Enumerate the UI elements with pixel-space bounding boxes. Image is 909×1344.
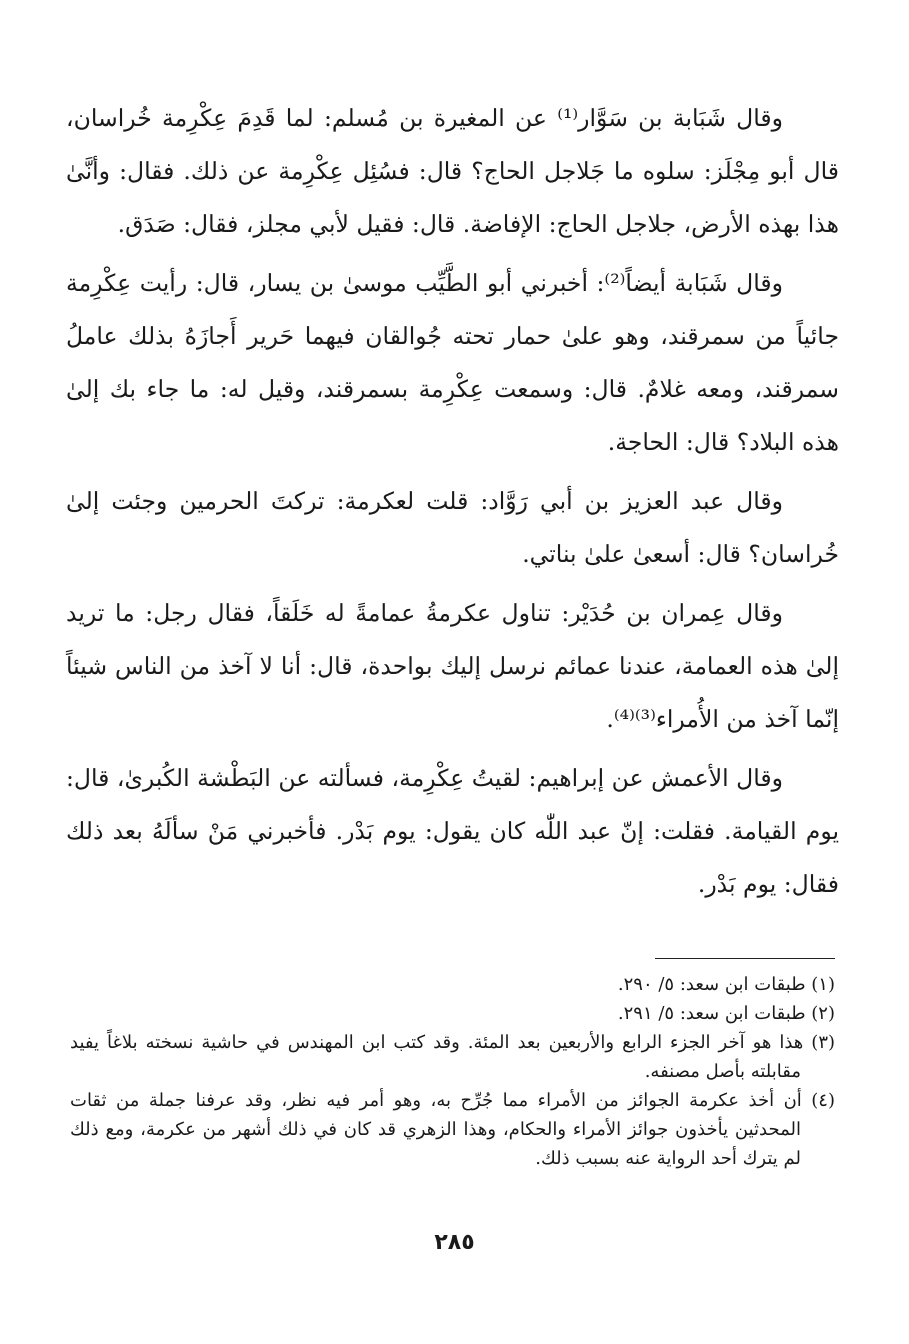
footnote: (١) طبقات ابن سعد: ٥/ ٢٩٠. bbox=[617, 974, 835, 995]
paragraph: وقال عِمران بن حُدَيْر: تناول عكرمةُ عمامةً له خَلَقاً، فقال رجل: ما تريد إلىٰ هذه العمامة، عندنا عمائم نرسل إليك بواحدة، قال: أنا لا آخذ من الناس شيئاً إنّما آخذ من الأُمراء⁽³⁾⁽⁴⁾. bbox=[66, 599, 839, 733]
footnote: (٢) طبقات ابن سعد: ٥/ ٢٩١. bbox=[617, 1003, 835, 1024]
paragraph: وقال الأعمش عن إبراهيم: لقيتُ عِكْرِمة، فسألته عن البَطْشة الكُبرىٰ، قال: يوم القيامة. فقلت: إنّ عبد اللّٰه كان يقول: يوم بَدْر. فأخبرني مَنْ سألَهُ بعد ذلك فقال: يوم بَدْر. bbox=[66, 764, 839, 898]
footnote-divider bbox=[655, 958, 835, 959]
footnote: (٣) هذا هو آخر الجزء الرابع والأربعين بعد المئة. وقد كتب ابن المهندس في حاشية نسخته بلاغاً يفيد مقابلته بأصل مصنفه. bbox=[70, 1032, 836, 1082]
footnote: (٤) أن أخذ عكرمة الجوائز من الأمراء مما جُرِّح به، وهو أمر فيه نظر، وقد عرفنا جملة من ثقات المحدثين يأخذون جوائز الأمراء والحكام، وهذا الزهري قد كان في ذلك أشهر من عكرمة، ومع ذلك لم يترك أحد الرواية عنه بسبب ذلك. bbox=[70, 1090, 835, 1169]
footnotes bbox=[70, 970, 835, 1173]
page-number: ٢٨٥ bbox=[434, 1230, 475, 1255]
paragraph: وقال عبد العزيز بن أبي رَوَّاد: قلت لعكرمة: تركتَ الحرمين وجئت إلىٰ خُراسان؟ قال: أسعىٰ علىٰ بناتي. bbox=[66, 487, 839, 568]
main-text bbox=[66, 92, 839, 917]
paragraph: وقال شَبَابة بن سَوَّار⁽¹⁾ عن المغيرة بن مُسلم: لما قَدِمَ عِكْرِمة خُراسان، قال أبو مِجْلَز: سلوه ما جَلاجل الحاج؟ قال: فسُئِل عِكْرِمة عن ذلك. فقال: وأنَّىٰ هذا بهذه الأرض، جلاجل الحاج: الإفاضة. قال: فقيل لأبي مجلز، فقال: صَدَق. bbox=[66, 104, 839, 238]
paragraph: وقال شَبَابة أيضاً⁽²⁾: أخبرني أبو الطَّيِّب موسىٰ بن يسار، قال: رأيت عِكْرِمة جائياً من سمرقند، وهو علىٰ حمار تحته جُوالقان فيهما حَرير أَجازَهُ بذلك عاملُ سمرقند، ومعه غلامٌ. قال: وسمعت عِكْرِمة بسمرقند، وقيل له: ما جاء بك إلىٰ هذه البلاد؟ قال: الحاجة. bbox=[66, 269, 839, 456]
